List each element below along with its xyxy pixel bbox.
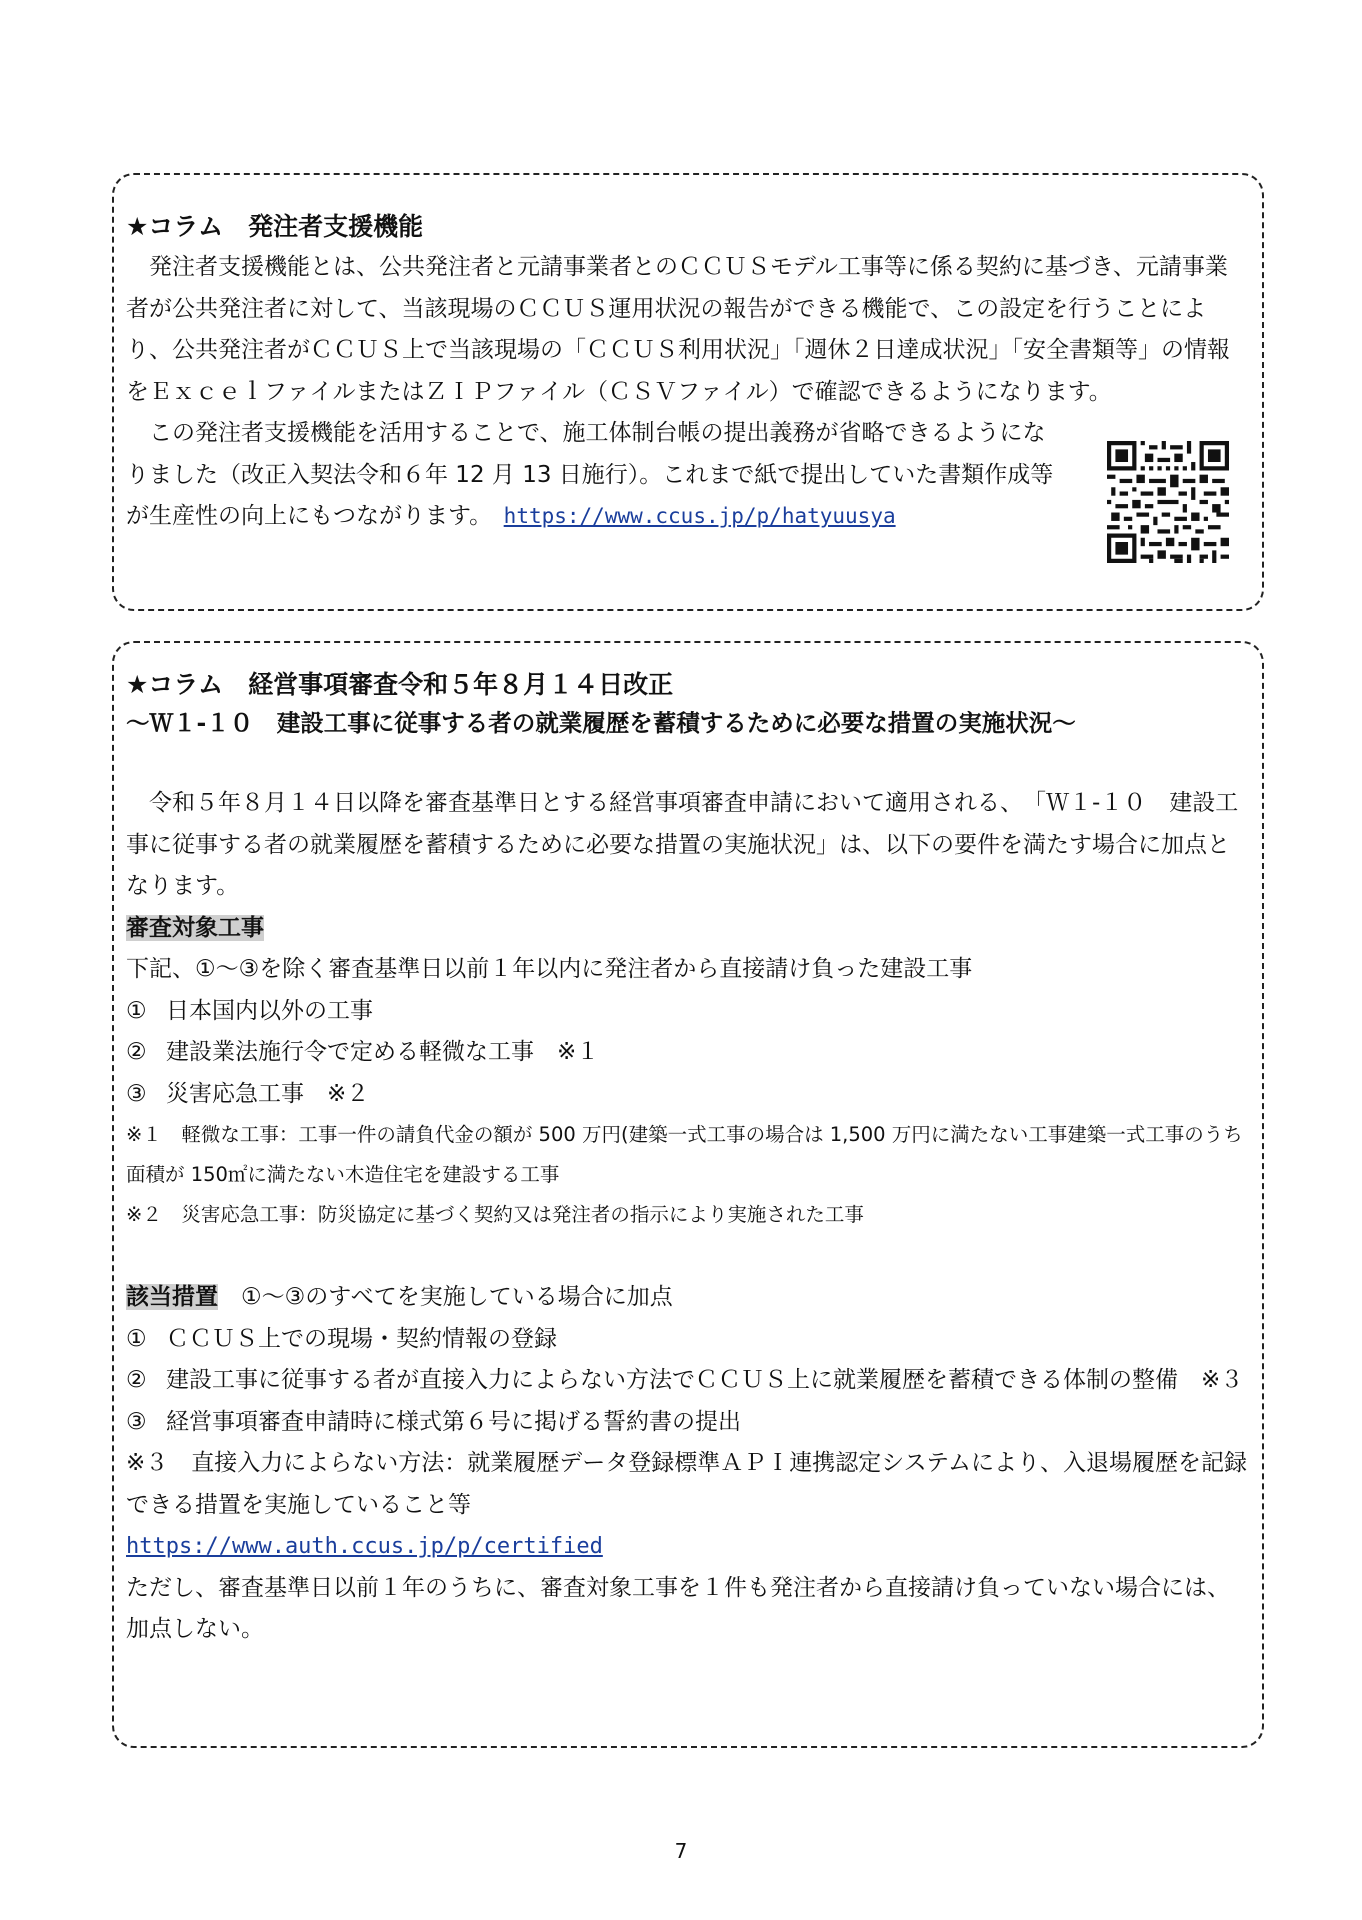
footnote-2: ※２ 災害応急工事：防災協定に基づく契約又は発注者の指示により実施された工事 [126, 1203, 864, 1226]
list-item-text: 経営事項審査申請時に様式第６号に掲げる誓約書の提出 [166, 1408, 741, 1435]
footnote-3: ※３ 直接入力によらない方法：就業履歴データ登録標準ＡＰＩ連携認定システムにより、入退場履歴を記録できる措置を実施していること等 [126, 1450, 1247, 1518]
list-item [126, 991, 1250, 1033]
target-description: 下記、①～③を除く審査基準日以前１年以内に発注者から直接請け負った建設工事 [126, 956, 973, 982]
list-item-text: 建設工事に従事する者が直接入力によらない方法でＣＣＵＳ上に就業履歴を蓄積できる体制の整備 ※３ [166, 1367, 1244, 1393]
list-item-text: 災害応急工事 ※２ [166, 1080, 370, 1107]
column-box-management-review [112, 641, 1264, 1748]
list-item-text: 建設業法施行令で定める軽微な工事 ※１ [166, 1039, 600, 1065]
list-item-number: ③ [126, 1408, 147, 1435]
column-subtitle: ～Ｗ１-１０ 建設工事に従事する者の就業履歴を蓄積するために必要な措置の実施状況～ [126, 709, 1076, 737]
qr-code-icon [1107, 441, 1229, 563]
page-number: 7 [674, 1839, 688, 1863]
column-title: ★コラム 経営事項審査令和５年８月１４日改正 [126, 670, 674, 699]
measure-description: ①～③のすべてを実施している場合に加点 [218, 1284, 673, 1310]
intro-paragraph: 令和５年８月１４日以降を審査基準日とする経営事項審査申請において適用される、 「Ｗ１-１０ 建設工事に従事する者の就業履歴を蓄積するために必要な措置の実施状況」は、以下の要件を満たす場合に加点となります。 [126, 790, 1239, 899]
hatyuusya-link[interactable]: https://www.ccus.jp/p/hatyuusya [503, 504, 896, 528]
list-item [126, 1402, 1250, 1444]
spacer [126, 1235, 1250, 1277]
list-item-number: ① [126, 1325, 147, 1352]
column-paragraph [126, 413, 1056, 538]
list-item [126, 1319, 1250, 1361]
list-item-number: ② [126, 1367, 147, 1393]
certified-link-line [126, 1526, 1250, 1568]
list-item-number: ① [126, 997, 147, 1024]
list-item-text: 日本国内以外の工事 [166, 997, 373, 1024]
list-item [126, 1074, 1250, 1116]
measure-heading-line [126, 1277, 1250, 1319]
list-item [126, 1360, 1250, 1402]
list-item [126, 1032, 1250, 1074]
certified-link[interactable]: https://www.auth.ccus.jp/p/certified [126, 1534, 603, 1559]
list-item-number: ② [126, 1039, 147, 1065]
list-item-number: ③ [126, 1080, 147, 1107]
column-title: ★コラム 発注者支援機能 [126, 212, 424, 241]
closing-paragraph: ただし、審査基準日以前１年のうちに、審査対象工事を１件も発注者から直接請け負っていない場合には、加点しない。 [126, 1574, 1230, 1642]
footnote-1: ※１ 軽微な工事：工事一件の請負代金の額が 500 万円(建築一式工事の場合は 1,500 万円に満たない工事建築一式工事のうち面積が 150㎡に満たない木造住宅を建設する工事 [126, 1123, 1243, 1186]
spacer [126, 741, 1250, 783]
column-paragraph: 発注者支援機能とは、公共発注者と元請事業者とのＣＣＵＳモデル工事等に係る契約に基づき、元請事業者が公共発注者に対して、当該現場のＣＣＵＳ運用状況の報告ができる機能で、この設定を行うことにより、公共発注者がＣＣＵＳ上で当該現場の「ＣＣＵＳ利用状況」「週休２日達成状況」「安全書類等」の情報をＥｘｃｅｌファイルまたはＺＩＰファイル（ＣＳＶファイル）で確認できるようになります。 [126, 254, 1230, 405]
measure-heading: 該当措置 [126, 1284, 218, 1310]
column-box-ordering-support [112, 173, 1264, 611]
column-paragraph-text: この発注者支援機能を活用することで、施工体制台帳の提出義務が省略できるようになりました（改正入契法令和６年 12 月 13 日施行）。これまで紙で提出していた書類作成等が生産性の向上にもつながります。 [126, 420, 1054, 529]
target-heading: 審査対象工事 [126, 914, 264, 941]
target-heading-line [126, 908, 1250, 950]
list-item-text: ＣＣＵＳ上での現場・契約情報の登録 [166, 1325, 557, 1352]
